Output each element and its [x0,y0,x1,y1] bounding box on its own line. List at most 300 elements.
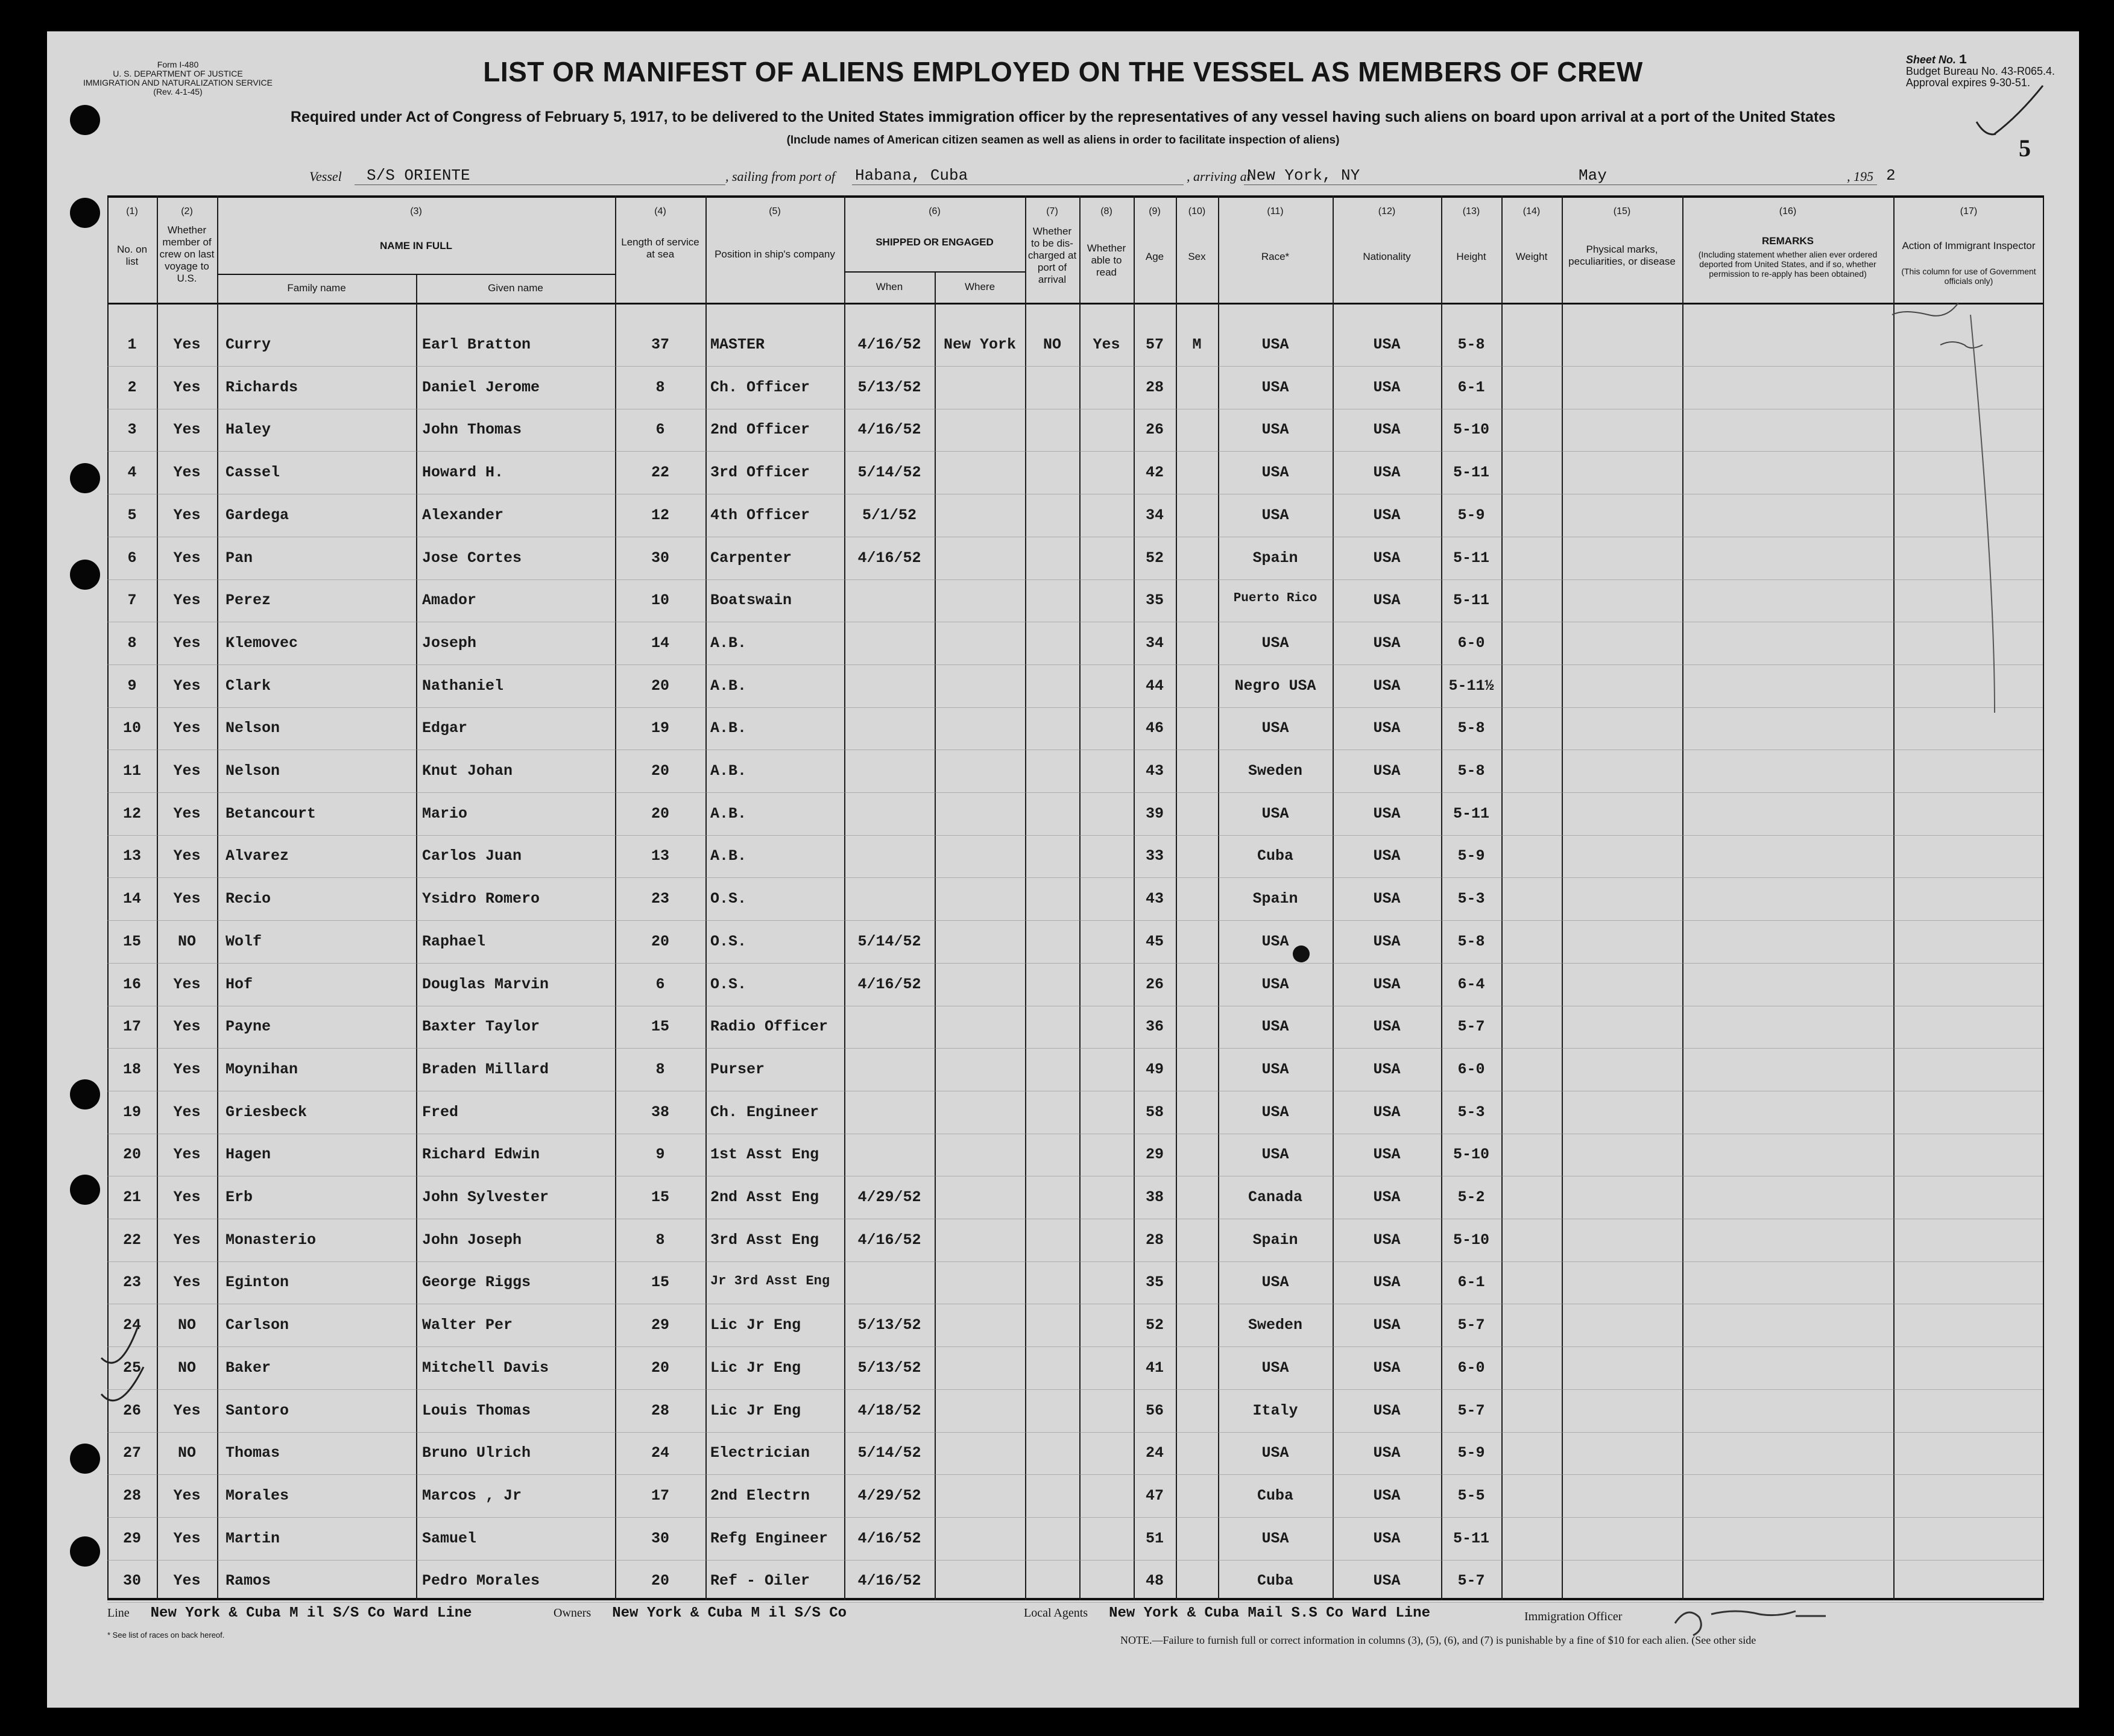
cell-when: 4/16/52 [857,1529,921,1547]
cell-when: 4/18/52 [857,1401,921,1419]
cell-age: 34 [1145,506,1164,524]
column-number: (6) [929,206,941,216]
cell-last-voyage: Yes [173,1529,201,1547]
cell-height: 5-2 [1457,1188,1485,1206]
cell-given-name: Mitchell Davis [422,1359,549,1377]
cell-length: 14 [651,634,669,652]
agents-value: New York & Cuba Mail S.S Co Ward Line [1109,1605,1430,1621]
cell-given-name: John Sylvester [422,1188,549,1206]
cell-race: USA [1261,421,1289,439]
cell-age: 52 [1145,1316,1164,1334]
owners-value: New York & Cuba M il S/S Co [612,1605,847,1621]
row-number: 16 [122,975,141,993]
cell-when: 4/16/52 [857,1231,921,1249]
header-age: Age [1145,251,1164,262]
cell-age: 35 [1145,1274,1164,1292]
cell-nationality: USA [1373,932,1401,950]
cell-height: 5-7 [1457,1316,1485,1334]
cell-height: 5-8 [1457,336,1485,353]
vessel-line [47,166,2079,185]
column-divider [416,274,417,1600]
row-number: 5 [127,506,137,524]
cell-position: O.S. [710,975,747,993]
cell-position: 3rd Officer [710,464,810,482]
cell-age: 39 [1145,804,1164,822]
cell-race: USA [1261,1444,1289,1462]
cell-position: Jr 3rd Asst Eng [710,1274,830,1289]
cell-length: 29 [651,1316,669,1334]
line-value: New York & Cuba M il S/S Co Ward Line [150,1605,472,1621]
cell-family-name: Thomas [226,1444,280,1462]
cell-height: 5-11 [1453,1529,1489,1547]
cell-race: Spain [1252,890,1298,908]
cell-family-name: Santoro [226,1401,289,1419]
cell-nationality: USA [1373,378,1401,396]
cell-race: USA [1261,1103,1289,1121]
row-rule [107,1346,2043,1347]
budget-number: Budget Bureau No. 43-R065.4. [1905,65,2055,77]
cell-family-name: Hagen [226,1146,271,1164]
cell-given-name: Walter Per [422,1316,513,1334]
row-rule [107,1560,2043,1561]
header-no-on-list: No. on list [116,244,148,267]
cell-family-name: Gardega [226,506,289,524]
row-rule [107,1474,2043,1475]
cell-last-voyage: Yes [173,1572,201,1590]
cell-nationality: USA [1373,1316,1401,1334]
cell-family-name: Ramos [226,1572,271,1590]
page-title: LIST OR MANIFEST OF ALIENS EMPLOYED ON THE VESSEL AS MEMBERS OF CREW [483,56,1643,87]
cell-race: USA [1261,506,1289,524]
column-number: (7) [1046,206,1058,216]
cell-length: 8 [655,378,665,396]
row-rule [107,451,2043,452]
department: U. S. DEPARTMENT OF JUSTICE [113,69,243,78]
row-number: 19 [122,1103,141,1121]
column-number: (17) [1960,206,1978,216]
row-number: 18 [122,1060,141,1078]
cell-family-name: Morales [226,1486,289,1504]
column-number: (4) [654,206,666,216]
cell-given-name: Knut Johan [422,762,513,780]
cell-race: USA [1261,464,1289,482]
cell-race: Spain [1252,549,1298,567]
binder-hole [70,1175,100,1205]
cell-position: 3rd Asst Eng [710,1231,819,1249]
cell-nationality: USA [1373,804,1401,822]
cell-race: USA [1261,804,1289,822]
binder-hole [70,463,100,493]
cell-age: 49 [1145,1060,1164,1078]
row-number: 9 [127,677,137,695]
cell-race: Canada [1248,1188,1302,1206]
cell-last-voyage: Yes [173,549,201,567]
cell-last-voyage: Yes [173,975,201,993]
header-physical-marks: Physical marks, peculiarities, or disease [1568,244,1676,267]
column-number: (3) [410,206,422,216]
cell-race: USA [1261,378,1289,396]
cell-last-voyage: NO [177,1444,196,1462]
header-length-service: Length of service at sea [621,236,699,260]
cell-length: 23 [651,890,669,908]
cell-last-voyage: Yes [173,1401,201,1419]
cell-nationality: USA [1373,1359,1401,1377]
cell-family-name: Monasterio [226,1231,317,1249]
cell-race: Puerto Rico [1233,592,1317,606]
cell-age: 41 [1145,1359,1164,1377]
cell-nationality: USA [1373,1188,1401,1206]
cell-given-name: Pedro Morales [422,1572,540,1590]
row-number: 20 [122,1146,141,1164]
cell-height: 5-8 [1457,719,1485,737]
header-shipped: SHIPPED OR ENGAGED [876,236,994,248]
cell-family-name: Klemovec [226,634,298,652]
row-rule [107,579,2043,580]
header-able-read: Whether able to read [1087,242,1126,278]
cell-when: 4/29/52 [857,1486,921,1504]
column-divider [935,271,936,1600]
cell-when: 4/29/52 [857,1188,921,1206]
row-number: 17 [122,1018,141,1036]
cell-race: Cuba [1257,1486,1293,1504]
cell-length: 17 [651,1486,669,1504]
column-number: (14) [1522,206,1541,216]
cell-height: 5-5 [1457,1486,1485,1504]
cell-height: 5-7 [1457,1401,1485,1419]
cell-family-name: Wolf [226,932,262,950]
row-rule [107,835,2043,836]
cell-race: USA [1261,336,1289,353]
header-discharged: Whether to be dis- charged at port of arrival [1027,226,1077,285]
cell-last-voyage: Yes [173,421,201,439]
cell-family-name: Curry [226,336,271,353]
row-number: 7 [127,592,137,610]
cell-last-voyage: Yes [173,1188,201,1206]
cell-height: 6-0 [1457,634,1485,652]
cell-family-name: Baker [226,1359,271,1377]
header-name-in-full: NAME IN FULL [380,240,452,251]
header-weight: Weight [1515,251,1548,262]
line-label: Line [107,1606,130,1620]
cell-last-voyage: Yes [173,762,201,780]
cell-length: 20 [651,1359,669,1377]
cell-height: 5-7 [1457,1572,1485,1590]
cell-length: 6 [655,975,665,993]
cell-given-name: Douglas Marvin [422,975,549,993]
row-number: 15 [122,932,141,950]
cell-position: O.S. [710,932,747,950]
cell-given-name: Jose Cortes [422,549,522,567]
column-number: (13) [1462,206,1480,216]
row-number: 25 [122,1359,141,1377]
cell-race: Sweden [1248,762,1302,780]
cell-given-name: Daniel Jerome [422,378,540,396]
cell-family-name: Alvarez [226,847,289,865]
cell-given-name: Richard Edwin [422,1146,540,1164]
cell-age: 26 [1145,975,1164,993]
cell-family-name: Carlson [226,1316,289,1334]
header-height: Height [1456,251,1486,262]
cell-height: 5-8 [1457,932,1485,950]
cell-position: Lic Jr Eng [710,1401,801,1419]
cell-when: 4/16/52 [857,975,921,993]
cell-last-voyage: Yes [173,506,201,524]
cell-age: 33 [1145,847,1164,865]
cell-given-name: Louis Thomas [422,1401,531,1419]
cell-position: Carpenter [710,549,792,567]
arrival-month: May [1579,166,1607,185]
cell-family-name: Eginton [226,1274,289,1292]
header-when: When [876,281,903,292]
cell-race: USA [1261,1146,1289,1164]
cell-last-voyage: Yes [173,378,201,396]
cell-position: Purser [710,1060,765,1078]
cell-given-name: Baxter Taylor [422,1018,540,1036]
cell-position: Lic Jr Eng [710,1316,801,1334]
cell-height: 6-4 [1457,975,1485,993]
cell-last-voyage: Yes [173,719,201,737]
cell-age: 57 [1145,336,1164,353]
cell-length: 22 [651,464,669,482]
footer-line [107,1605,472,1621]
cell-family-name: Nelson [226,762,280,780]
cell-length: 19 [651,719,669,737]
row-rule [107,1389,2043,1390]
sheet-block [1906,54,2055,89]
cell-race: USA [1261,932,1289,950]
cell-age: 28 [1145,378,1164,396]
cell-position: A.B. [710,847,747,865]
cell-height: 5-3 [1457,890,1485,908]
column-number: (11) [1267,206,1284,216]
cell-length: 20 [651,1572,669,1590]
cell-height: 5-9 [1457,1444,1485,1462]
row-number: 23 [122,1274,141,1292]
cell-position: 4th Officer [710,506,810,524]
row-number: 4 [127,464,137,482]
cell-position: Ch. Officer [710,378,810,396]
cell-age: 56 [1145,1401,1164,1419]
cell-nationality: USA [1373,1146,1401,1164]
cell-age: 44 [1145,677,1164,695]
cell-given-name: Amador [422,592,477,610]
cell-race: USA [1261,1274,1289,1292]
cell-nationality: USA [1373,421,1401,439]
cell-last-voyage: Yes [173,804,201,822]
cell-given-name: Mario [422,804,468,822]
cell-family-name: Martin [226,1529,280,1547]
cell-age: 24 [1145,1444,1164,1462]
cell-last-voyage: Yes [173,634,201,652]
cell-last-voyage: Yes [173,592,201,610]
cell-discharged: NO [1043,336,1061,353]
cell-last-voyage: NO [177,1316,196,1334]
cell-race: USA [1261,719,1289,737]
revision: (Rev. 4-1-45) [153,87,203,96]
cell-position: A.B. [710,719,747,737]
cell-nationality: USA [1373,1274,1401,1292]
cell-nationality: USA [1373,1486,1401,1504]
cell-family-name: Haley [226,421,271,439]
cell-length: 30 [651,1529,669,1547]
cell-position: Radio Officer [710,1018,828,1036]
cell-race: USA [1261,1529,1289,1547]
cell-given-name: Raphael [422,932,486,950]
cell-age: 43 [1145,890,1164,908]
cell-last-voyage: Yes [173,464,201,482]
footer-officer [1524,1610,1622,1624]
cell-race: USA [1261,634,1289,652]
cell-family-name: Clark [226,677,271,695]
from-port: Habana, Cuba [855,166,968,185]
cell-position: MASTER [710,336,765,353]
cell-given-name: Joseph [422,634,477,652]
column-number: (15) [1613,206,1631,216]
column-number: (9) [1149,206,1161,216]
cell-position: Electrician [710,1444,810,1462]
cell-height: 5-11½ [1448,677,1494,695]
cell-given-name: Nathaniel [422,677,504,695]
cell-race: Cuba [1257,1572,1293,1590]
cell-nationality: USA [1373,634,1401,652]
cell-age: 35 [1145,592,1164,610]
column-number: (10) [1188,206,1206,216]
row-rule [107,963,2043,964]
cell-race: USA [1261,1018,1289,1036]
cell-position: 2nd Officer [710,421,810,439]
footer-owners [554,1605,847,1621]
cell-position: Lic Jr Eng [710,1359,801,1377]
row-number: 24 [122,1316,141,1334]
row-number: 11 [122,762,141,780]
cell-nationality: USA [1373,1018,1401,1036]
cell-height: 5-11 [1453,592,1489,610]
page-subtitle: Required under Act of Congress of February 5, 1917, to be delivered to the United States immigration officer by the representatives of any vessel having such aliens on board upon arrival at a port of the United States [290,109,1836,125]
cell-position: Ref - Oiler [710,1572,810,1590]
cell-family-name: Perez [226,592,271,610]
header-nationality: Nationality [1363,251,1411,262]
cell-last-voyage: Yes [173,1486,201,1504]
cell-family-name: Pan [226,549,253,567]
vessel-label: Vessel [309,169,342,184]
cell-given-name: Samuel [422,1529,477,1547]
cell-nationality: USA [1373,1529,1401,1547]
header-where: Where [964,281,995,292]
cell-last-voyage: Yes [173,1231,201,1249]
service: IMMIGRATION AND NATURALIZATION SERVICE [83,78,273,87]
cell-position: 1st Asst Eng [710,1146,819,1164]
cell-race: USA [1261,1060,1289,1078]
arriving-port: New York, NY [1247,166,1360,185]
cell-given-name: Fred [422,1103,459,1121]
cell-length: 37 [651,336,669,353]
cell-position: A.B. [710,677,747,695]
cell-position: 2nd Asst Eng [710,1188,819,1206]
row-number: 2 [127,378,137,396]
cell-position: Boatswain [710,592,792,610]
arriving-label: , arriving at [1187,169,1251,184]
cell-when: 5/14/52 [857,464,921,482]
column-number: (12) [1378,206,1396,216]
row-rule [107,792,2043,793]
cell-nationality: USA [1373,506,1401,524]
cell-length: 20 [651,677,669,695]
cell-given-name: Bruno Ulrich [422,1444,531,1462]
cell-last-voyage: Yes [173,677,201,695]
cell-where: New York [943,336,1017,353]
cell-height: 5-10 [1453,421,1489,439]
cell-family-name: Recio [226,890,271,908]
row-rule [107,920,2043,921]
cell-length: 6 [655,421,665,439]
cell-position: 2nd Electrn [710,1486,810,1504]
cell-length: 20 [651,804,669,822]
row-number: 22 [122,1231,141,1249]
cell-height: 6-1 [1457,378,1485,396]
cell-height: 5-3 [1457,1103,1485,1121]
footer-agents [1024,1605,1430,1621]
row-number: 1 [127,336,137,353]
cell-height: 6-0 [1457,1060,1485,1078]
cell-nationality: USA [1373,975,1401,993]
cell-age: 48 [1145,1572,1164,1590]
cell-when: 5/14/52 [857,932,921,950]
sheet-mark: 5 [2019,134,2031,162]
row-rule [107,877,2043,878]
cell-length: 9 [655,1146,665,1164]
cell-age: 26 [1145,421,1164,439]
cell-nationality: USA [1373,762,1401,780]
cell-height: 5-8 [1457,762,1485,780]
row-rule [107,1517,2043,1518]
cell-height: 5-10 [1453,1146,1489,1164]
cell-last-voyage: Yes [173,847,201,865]
cell-race: Italy [1252,1401,1298,1419]
cell-length: 13 [651,847,669,865]
cell-age: 43 [1145,762,1164,780]
cell-nationality: USA [1373,1572,1401,1590]
cell-when: 4/16/52 [857,1572,921,1590]
cell-age: 58 [1145,1103,1164,1121]
binder-hole [70,198,100,228]
row-rule [107,366,2043,367]
cell-family-name: Nelson [226,719,280,737]
cell-length: 20 [651,762,669,780]
page-subtitle-note: (Include names of American citizen seamen as well as aliens in order to facilitate inspection of aliens) [786,134,1340,147]
year-label: , 195 [1847,169,1873,184]
column-number: (2) [181,206,193,216]
sheet-label: Sheet No. [1905,54,1956,66]
cell-given-name: Braden Millard [422,1060,549,1078]
cell-length: 15 [651,1274,669,1292]
cell-length: 38 [651,1103,669,1121]
cell-nationality: USA [1373,592,1401,610]
cell-length: 30 [651,549,669,567]
cell-when: 5/13/52 [857,1316,921,1334]
cell-position: A.B. [710,634,747,652]
cell-length: 15 [651,1018,669,1036]
cell-position: Ch. Engineer [710,1103,819,1121]
cell-position: O.S. [710,890,747,908]
cell-given-name: Alexander [422,506,504,524]
cell-nationality: USA [1373,1060,1401,1078]
row-number: 12 [122,804,141,822]
cell-when: 4/16/52 [857,421,921,439]
binder-hole [70,1079,100,1109]
cell-age: 52 [1145,549,1164,567]
column-number: (1) [126,206,138,216]
column-number: (8) [1100,206,1112,216]
